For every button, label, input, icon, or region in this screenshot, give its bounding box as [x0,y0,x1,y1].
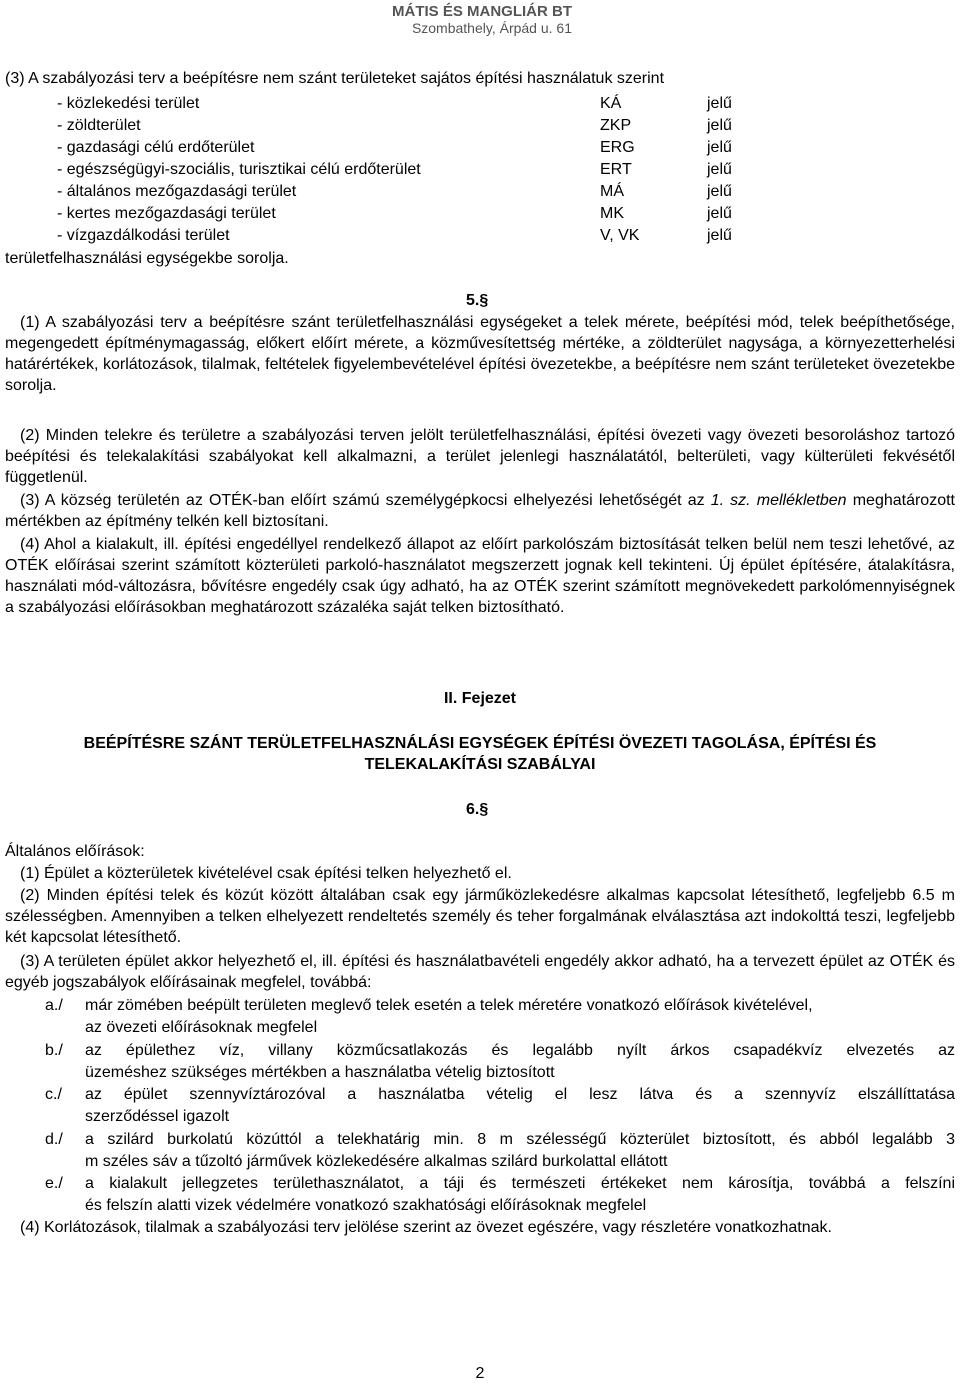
sub-item-label: e./ [45,1175,63,1192]
sub-item [45,995,813,1016]
list-item-code: V, VK [600,227,640,244]
section-heading-5: 5.§ [466,292,489,309]
sub-item-label: b./ [45,1042,63,1059]
list-item-suffix: jelű [707,205,732,222]
list-item-suffix: jelű [707,161,732,178]
list-item-code: ERG [600,139,635,156]
firm-address: Szombathely, Árpád u. 61 [411,20,572,36]
sub-item-line-2: üzeméshez szükséges mértékben a használatba vételig biztosított [85,1064,555,1081]
section-heading-6: 6.§ [466,801,489,818]
sub-item-line-1: a szilárd burkolatú közúttól a telekhatárig min. 8 m szélességű közterület biztosított, és abból legalább 3 [85,1131,955,1148]
list-item-label: - vízgazdálkodási terület [57,227,230,244]
s6-paragraph-3: (3) A területen épület akkor helyezhető el, ill. építési és használatbavételi engedély akkor adható, ha a tervezett épület az OTÉK és egyéb jogszabályok előírásainak megfelel, továbbá: [5,953,955,991]
sub-item-line-2: és felszín alatti vizek védelmére vonatkozó szakhatósági előírásoknak megfelel [85,1197,647,1214]
list-item-suffix: jelű [707,117,732,134]
s5-paragraph-2: (2) Minden telekre és területre a szabályozási terven jelölt területfelhasználási, építési övezeti vagy övezeti besoroláshoz tartozó beépítési és telekalakítási szabályokat kell alkalmazni, a terület jelenlegi használatától, belterületi, vagy külterületi fekvésétől függetlenül. [5,427,955,486]
chapter-title: II. Fejezet [443,690,517,707]
sub-item-line-1: a kialakult jellegzetes területhasználatot, a táji és természeti értékeket nem károsítja, továbbá a felszíni [85,1175,955,1192]
sub-item-label: c./ [45,1086,62,1103]
chapter-subtitle-line-1: BEÉPÍTÉSRE SZÁNT TERÜLETFELHASZNÁLÁSI EGYSÉGEK ÉPÍTÉSI ÖVEZETI TAGOLÁSA, ÉPÍTÉSI ÉS [83,735,877,752]
sub-item-line-1: az épülethez víz, villany közműcsatlakozás és legalább nyílt árkos csapadékvíz elvezetés az [85,1042,955,1059]
list-item-suffix: jelű [707,183,732,200]
list-item-code: ERT [600,161,632,178]
list-item-suffix: jelű [707,227,732,244]
page-header [392,4,572,36]
s5-p3-annex-ref: 1. sz. mellékletben [710,492,847,509]
list-item-suffix: jelű [707,95,732,112]
sub-item [45,1173,955,1194]
list-item-suffix: jelű [707,139,732,156]
sub-item-line-1: az épület szennyvíztározóval a használatba vételig el lesz látva és a szennyvíz elszállíttatása [85,1086,955,1103]
s5-p3-text-b: meghatározott mértékben az építmény telkén kell biztosítani. [5,492,955,530]
list-item-label: - kertes mezőgazdasági terület [57,205,276,222]
sub-item [45,1084,955,1105]
s5-paragraph-3 [5,490,955,532]
list-item-label: - általános mezőgazdasági terület [57,183,297,200]
list-item-code: MK [600,205,624,222]
sub-item-label: a./ [45,997,63,1014]
s6-paragraph-4: (4) Korlátozások, tilalmak a szabályozási terv jelölése szerint az övezet egészére, vagy részletére vonatkozhatnak. [20,1219,832,1236]
sub-item-line-2: m széles sáv a tűzoltó járművek közlekedésére alkalmas szilárd burkolattal ellátott [85,1153,668,1170]
list-item-code: MÁ [600,183,624,200]
sec3-closing: területfelhasználási egységekbe sorolja. [5,250,289,267]
s5-paragraph-1: (1) A szabályozási terv a beépítésre szánt területfelhasználási egységeket a telek mérete, beépítési mód, telek beépíthetősége, megengedett építménymagasság, előkert előírt mérete, a közművesítettség mértéke, a zöldterület nagysága, a környezetterhelési határértékek, korlátozások, tilalmak, feltételek figyelembevételével építési övezetekbe, a beépítésre nem szánt területeket övezetekbe sorolja. [5,314,955,394]
sub-item-label: d./ [45,1131,63,1148]
s6-paragraph-1: (1) Épület a közterületek kivételével csak építési telken helyezhető el. [20,865,512,882]
list-item-label: - gazdasági célú erdőterület [57,139,255,156]
sub-item [45,1040,955,1061]
general-provisions-label: Általános előírások: [5,843,145,860]
sub-item-line-2: szerződéssel igazolt [85,1108,230,1125]
list-item-label: - zöldterület [57,117,141,134]
list-item-label: - egészségügyi-szociális, turisztikai célú erdőterület [57,161,421,178]
s5-paragraph-4: (4) Ahol a kialakult, ill. építési engedéllyel rendelkező állapot az előírt parkolószám biztosítását telken belül nem teszi lehetővé, az OTÉK előírásai szerint számított közterületi parkoló-használatot megszerzett jognak kell tekinteni. Új épület építésére, átalakításra, használati mód-változásra, bővítésre engedély csak úgy adható, ha az OTÉK szerint számított megnövekedett parkolómennyiségnek a szabályozási előírásokban meghatározott százaléka saját telken biztosítható. [5,536,955,616]
sub-item-line-2: az övezeti előírásoknak megfelel [85,1019,318,1036]
sub-item [45,1129,955,1150]
firm-name: MÁTIS ÉS MANGLIÁR BT [392,3,572,20]
sub-item-line-1: már zömében beépült területen meglevő telek esetén a telek méretére vonatkozó előírások kivételével, [85,997,813,1014]
page-number: 2 [475,1365,485,1382]
list-item-code: ZKP [600,117,632,134]
s6-paragraph-2: (2) Minden építési telek és közút között általában csak egy járműközlekedésre alkalmas kapcsolat létesíthető, legfeljebb 6.5 m szélességben. Amennyiben a telken elhelyezett rendeltetés személy és teher forgalmának elválasztása azt indokolttá teszi, legfeljebb két kapcsolat létesíthető. [5,887,955,946]
s5-p3-text-a: (3) A község területén az OTÉK-ban előírt számú személygépkocsi elhelyezési lehetőségét az [20,492,711,509]
chapter-subtitle-line-2: TELEKALAKÍTÁSI SZABÁLYAI [364,756,596,773]
sec3-intro: (3) A szabályozási terv a beépítésre nem szánt területeket sajátos építési használatuk szerint [5,70,665,87]
list-item-code: KÁ [600,95,622,112]
list-item-label: - közlekedési terület [57,95,200,112]
